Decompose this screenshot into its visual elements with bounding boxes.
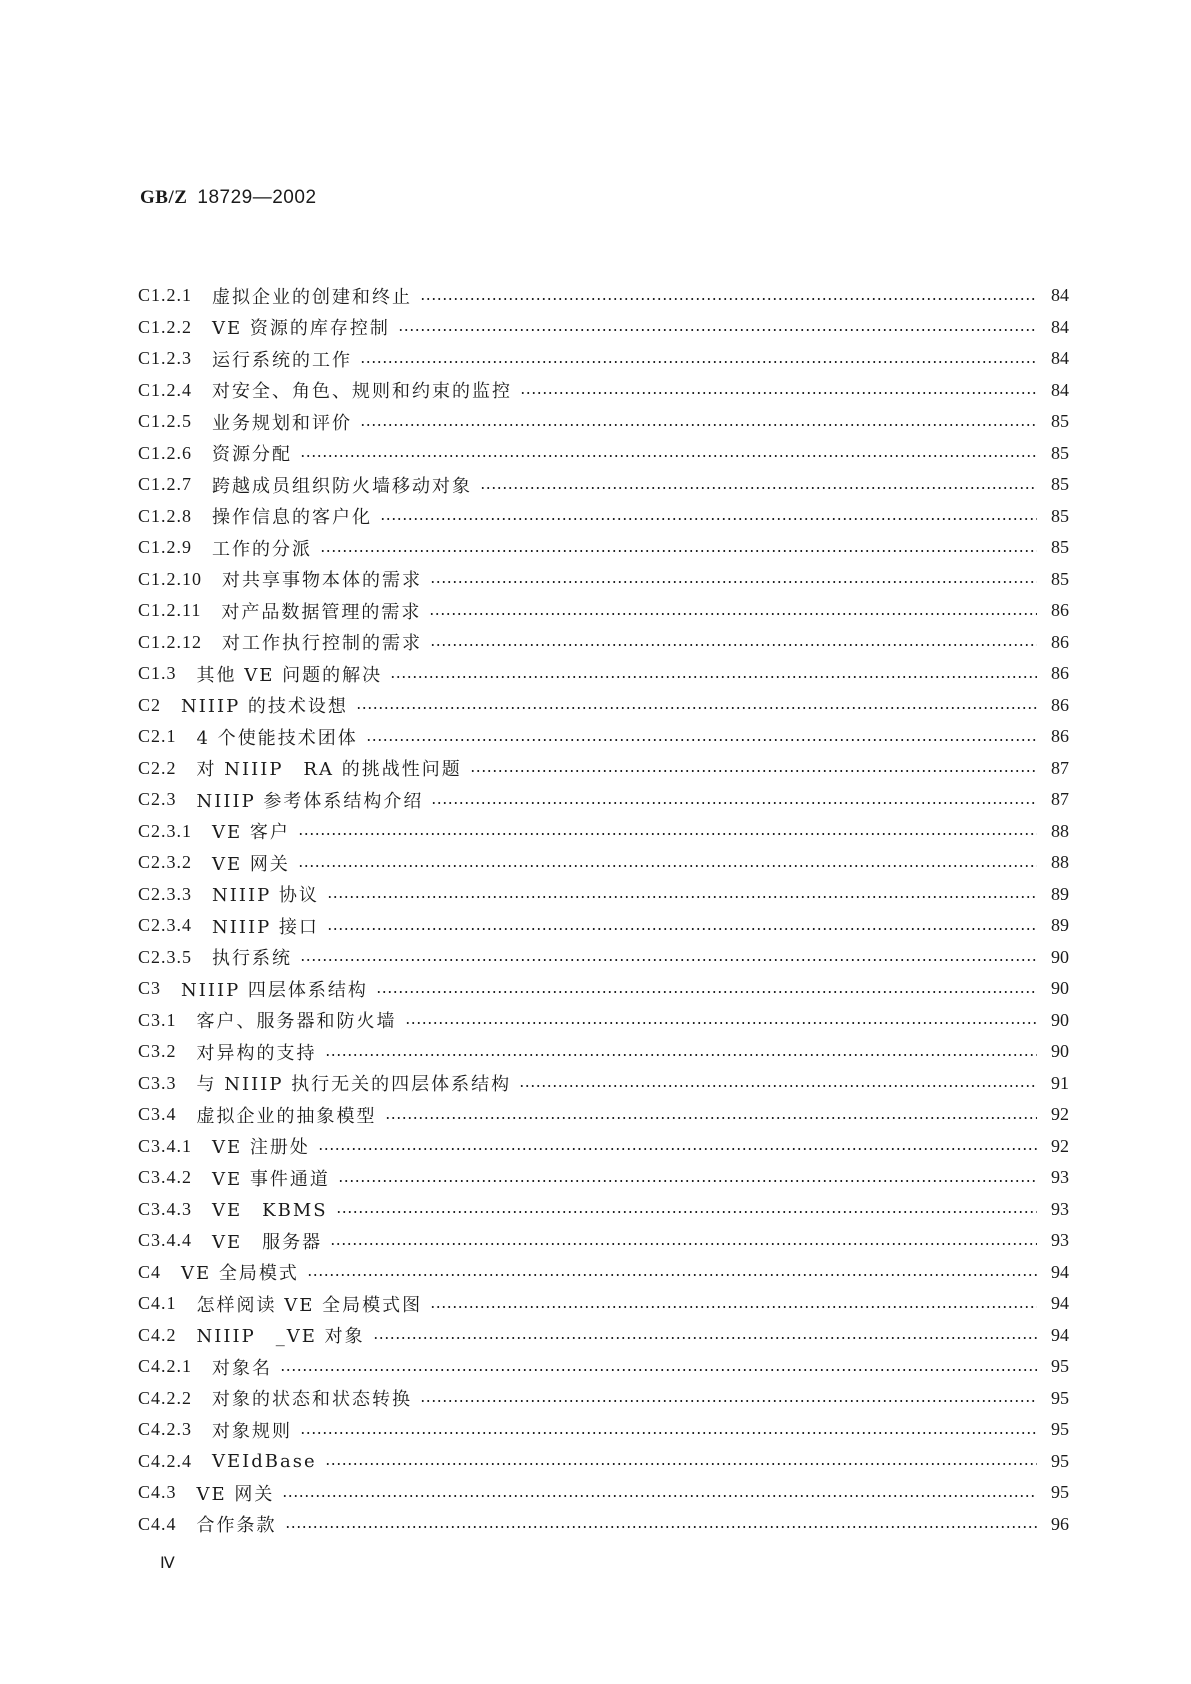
toc-entry-page: 91 bbox=[1051, 1072, 1069, 1093]
toc-entry-title: 虚拟企业的创建和终止 bbox=[212, 286, 413, 308]
toc-entry-number: C3.4.1 bbox=[138, 1135, 193, 1156]
toc-entry-number: C4 bbox=[138, 1261, 162, 1282]
toc-entry-page: 87 bbox=[1051, 789, 1069, 810]
toc-entry[interactable] bbox=[138, 1005, 1069, 1037]
toc-entry-title: NIIIP 参考体系结构介绍 bbox=[196, 790, 424, 812]
toc-entry-title: 工作的分派 bbox=[212, 538, 313, 560]
toc-entry[interactable] bbox=[138, 784, 1069, 816]
toc-entry-number: C1.2.4 bbox=[138, 379, 193, 400]
toc-entry[interactable] bbox=[138, 690, 1069, 722]
toc-entry-title: NIIIP 接口 bbox=[212, 916, 319, 938]
toc-entry-title: 其他 VE 问题的解决 bbox=[196, 664, 383, 686]
toc-entry-page: 86 bbox=[1051, 663, 1069, 684]
toc-dot-leader bbox=[356, 707, 1037, 709]
toc-entry-title: 业务规划和评价 bbox=[212, 412, 353, 434]
toc-dot-leader bbox=[300, 455, 1037, 457]
toc-entry[interactable] bbox=[138, 847, 1069, 879]
toc-entry-page: 93 bbox=[1051, 1167, 1069, 1188]
toc-entry-title: 对象名 bbox=[212, 1357, 273, 1379]
toc-entry-page: 86 bbox=[1051, 631, 1069, 652]
toc-entry-title: NIIIP 的技术设想 bbox=[181, 696, 348, 718]
toc-entry[interactable] bbox=[138, 1477, 1069, 1509]
toc-entry[interactable] bbox=[138, 942, 1069, 974]
toc-entry-page: 86 bbox=[1051, 600, 1069, 621]
toc-entry-page: 86 bbox=[1051, 726, 1069, 747]
toc-entry-title: 对产品数据管理的需求 bbox=[221, 601, 422, 623]
toc-entry-number: C1.2.9 bbox=[138, 537, 193, 558]
toc-dot-leader bbox=[360, 424, 1037, 426]
toc-entry-page: 94 bbox=[1051, 1293, 1069, 1314]
toc-entry[interactable] bbox=[138, 816, 1069, 848]
toc-entry-page: 90 bbox=[1051, 1009, 1069, 1030]
toc-dot-leader bbox=[360, 361, 1037, 363]
standard-code: GB/Z bbox=[140, 187, 188, 208]
toc-entry-title: 跨越成员组织防火墙移动对象 bbox=[212, 475, 473, 497]
toc-entry-title: VE 网关 bbox=[212, 853, 290, 875]
toc-entry[interactable] bbox=[138, 343, 1069, 375]
page-number: Ⅳ bbox=[160, 1555, 175, 1572]
toc-entry[interactable] bbox=[138, 627, 1069, 659]
toc-entry-page: 96 bbox=[1051, 1513, 1069, 1534]
toc-entry-title: VE 客户 bbox=[212, 822, 290, 844]
toc-entry-title: VE 全局模式 bbox=[181, 1263, 299, 1285]
toc-entry-number: C2.3 bbox=[138, 789, 177, 810]
toc-entry-page: 95 bbox=[1051, 1356, 1069, 1377]
toc-entry-title: VEIdBase bbox=[212, 1450, 317, 1472]
toc-entry-number: C1.2.5 bbox=[138, 411, 193, 432]
toc-entry[interactable] bbox=[138, 595, 1069, 627]
toc-dot-leader bbox=[520, 392, 1037, 394]
toc-entry-title: 对工作执行控制的需求 bbox=[222, 633, 423, 655]
toc-entry[interactable] bbox=[138, 1509, 1069, 1541]
toc-dot-leader bbox=[420, 298, 1037, 300]
toc-dot-leader bbox=[330, 1243, 1037, 1245]
toc-entry-number: C1.2.12 bbox=[138, 631, 203, 652]
toc-entry-number: C3.3 bbox=[138, 1072, 177, 1093]
toc-dot-leader bbox=[338, 1180, 1037, 1182]
toc-entry[interactable] bbox=[138, 532, 1069, 564]
toc-entry-number: C4.2.1 bbox=[138, 1356, 193, 1377]
toc-dot-leader bbox=[373, 1337, 1037, 1339]
toc-entry-title: 合作条款 bbox=[196, 1515, 277, 1537]
toc-dot-leader bbox=[430, 644, 1037, 646]
toc-entry-number: C2.1 bbox=[138, 726, 177, 747]
toc-entry-title: 怎样阅读 VE 全局模式图 bbox=[196, 1294, 423, 1316]
toc-dot-leader bbox=[300, 959, 1037, 961]
toc-dot-leader bbox=[376, 991, 1037, 993]
toc-entry-number: C1.2.3 bbox=[138, 348, 193, 369]
toc-entry-page: 95 bbox=[1051, 1419, 1069, 1440]
toc-entry-title: 对安全、角色、规则和约束的监控 bbox=[212, 381, 513, 403]
toc-dot-leader bbox=[398, 329, 1037, 331]
toc-dot-leader bbox=[325, 1054, 1037, 1056]
toc-entry-page: 85 bbox=[1051, 474, 1069, 495]
toc-entry-number: C1.2.10 bbox=[138, 568, 203, 589]
toc-dot-leader bbox=[429, 613, 1037, 615]
toc-dot-leader bbox=[307, 1274, 1037, 1276]
toc-entry-title: 与 NIIIP 执行无关的四层体系结构 bbox=[196, 1074, 512, 1096]
toc-entry[interactable] bbox=[138, 438, 1069, 470]
toc-entry-number: C4.2 bbox=[138, 1324, 177, 1345]
toc-entry-number: C2.3.4 bbox=[138, 915, 193, 936]
toc-entry-title: NIIIP 协议 bbox=[212, 885, 319, 907]
toc-entry-title: 对 NIIIP RA 的挑战性问题 bbox=[196, 759, 462, 781]
toc-dot-leader bbox=[366, 739, 1037, 741]
toc-entry[interactable] bbox=[138, 1099, 1069, 1131]
toc-entry-page: 85 bbox=[1051, 568, 1069, 589]
toc-entry-number: C1.2.7 bbox=[138, 474, 193, 495]
toc-entry-number: C4.2.2 bbox=[138, 1387, 193, 1408]
toc-entry-number: C2.2 bbox=[138, 757, 177, 778]
toc-entry-title: VE 资源的库存控制 bbox=[212, 318, 390, 340]
toc-dot-leader bbox=[298, 833, 1037, 835]
toc-dot-leader bbox=[385, 1117, 1037, 1119]
toc-entry-title: NIIIP _VE 对象 bbox=[196, 1326, 365, 1348]
toc-entry[interactable] bbox=[138, 1446, 1069, 1478]
toc-entry[interactable] bbox=[138, 1351, 1069, 1383]
toc-entry-title: 虚拟企业的抽象模型 bbox=[196, 1105, 377, 1127]
toc-entry-number: C3.4.2 bbox=[138, 1167, 193, 1188]
toc-dot-leader bbox=[285, 1526, 1037, 1528]
toc-entry[interactable] bbox=[138, 910, 1069, 942]
table-of-contents bbox=[138, 280, 1069, 1540]
toc-entry[interactable] bbox=[138, 753, 1069, 785]
toc-entry-page: 92 bbox=[1051, 1104, 1069, 1125]
toc-dot-leader bbox=[300, 1432, 1037, 1434]
toc-entry[interactable] bbox=[138, 973, 1069, 1005]
toc-entry-number: C4.2.3 bbox=[138, 1419, 193, 1440]
toc-entry-number: C2.3.2 bbox=[138, 852, 193, 873]
toc-entry-title: VE 注册处 bbox=[212, 1137, 310, 1159]
toc-entry[interactable] bbox=[138, 1131, 1069, 1163]
document-header bbox=[140, 186, 317, 209]
toc-entry-number: C1.2.1 bbox=[138, 285, 193, 306]
toc-entry-page: 92 bbox=[1051, 1135, 1069, 1156]
toc-entry-title: 运行系统的工作 bbox=[212, 349, 353, 371]
toc-dot-leader bbox=[519, 1085, 1037, 1087]
toc-entry-title: 客户、服务器和防火墙 bbox=[196, 1011, 397, 1033]
toc-entry-number: C1.2.6 bbox=[138, 442, 193, 463]
toc-entry-title: 资源分配 bbox=[212, 444, 293, 466]
toc-entry[interactable] bbox=[138, 1194, 1069, 1226]
toc-entry[interactable] bbox=[138, 375, 1069, 407]
toc-entry-page: 87 bbox=[1051, 757, 1069, 778]
toc-entry[interactable] bbox=[138, 658, 1069, 690]
toc-dot-leader bbox=[325, 1463, 1037, 1465]
toc-entry-title: 对共享事物本体的需求 bbox=[222, 570, 423, 592]
toc-dot-leader bbox=[280, 1369, 1037, 1371]
toc-dot-leader bbox=[431, 802, 1037, 804]
toc-entry[interactable] bbox=[138, 280, 1069, 312]
toc-dot-leader bbox=[318, 1148, 1037, 1150]
toc-entry-number: C2.3.3 bbox=[138, 883, 193, 904]
toc-entry-number: C1.2.2 bbox=[138, 316, 193, 337]
toc-entry-number: C3.4.4 bbox=[138, 1230, 193, 1251]
toc-dot-leader bbox=[298, 865, 1037, 867]
toc-entry-number: C4.2.4 bbox=[138, 1450, 193, 1471]
toc-entry[interactable] bbox=[138, 564, 1069, 596]
toc-entry-page: 90 bbox=[1051, 946, 1069, 967]
toc-entry-title: NIIIP 四层体系结构 bbox=[181, 979, 368, 1001]
toc-entry-number: C3.1 bbox=[138, 1009, 177, 1030]
toc-entry-page: 84 bbox=[1051, 348, 1069, 369]
toc-entry-title: VE 服务器 bbox=[212, 1231, 323, 1253]
toc-entry-page: 95 bbox=[1051, 1450, 1069, 1471]
toc-entry[interactable] bbox=[138, 1162, 1069, 1194]
toc-entry-title: 4 个使能技术团体 bbox=[196, 727, 358, 749]
standard-number: 18729—2002 bbox=[197, 187, 317, 208]
toc-entry-page: 85 bbox=[1051, 442, 1069, 463]
toc-entry-number: C1.2.11 bbox=[138, 600, 202, 621]
toc-entry-page: 84 bbox=[1051, 316, 1069, 337]
toc-dot-leader bbox=[320, 550, 1037, 552]
toc-entry[interactable] bbox=[138, 406, 1069, 438]
toc-entry-title: 执行系统 bbox=[212, 948, 293, 970]
toc-entry-number: C1.2.8 bbox=[138, 505, 193, 526]
toc-dot-leader bbox=[327, 896, 1037, 898]
toc-entry-title: VE 事件通道 bbox=[212, 1168, 330, 1190]
toc-entry-page: 94 bbox=[1051, 1261, 1069, 1282]
toc-entry-number: C3.4.3 bbox=[138, 1198, 193, 1219]
toc-dot-leader bbox=[420, 1400, 1037, 1402]
toc-entry-page: 93 bbox=[1051, 1198, 1069, 1219]
toc-entry[interactable] bbox=[138, 501, 1069, 533]
toc-entry-title: 对象规则 bbox=[212, 1420, 293, 1442]
toc-entry-page: 88 bbox=[1051, 852, 1069, 873]
toc-entry-page: 88 bbox=[1051, 820, 1069, 841]
toc-entry-number: C4.4 bbox=[138, 1513, 177, 1534]
toc-entry-number: C4.1 bbox=[138, 1293, 177, 1314]
toc-entry-page: 85 bbox=[1051, 505, 1069, 526]
toc-dot-leader bbox=[380, 518, 1037, 520]
toc-entry-page: 85 bbox=[1051, 411, 1069, 432]
toc-entry-number: C4.3 bbox=[138, 1482, 177, 1503]
toc-entry-number: C1.3 bbox=[138, 663, 177, 684]
toc-entry[interactable] bbox=[138, 1383, 1069, 1415]
toc-entry-page: 84 bbox=[1051, 379, 1069, 400]
toc-entry-page: 89 bbox=[1051, 915, 1069, 936]
toc-entry[interactable] bbox=[138, 1225, 1069, 1257]
toc-entry-number: C2 bbox=[138, 694, 162, 715]
toc-dot-leader bbox=[480, 487, 1037, 489]
toc-entry-page: 95 bbox=[1051, 1387, 1069, 1408]
toc-entry[interactable] bbox=[138, 1036, 1069, 1068]
toc-dot-leader bbox=[390, 676, 1037, 678]
toc-entry[interactable] bbox=[138, 1320, 1069, 1352]
toc-entry[interactable] bbox=[138, 1288, 1069, 1320]
toc-entry[interactable] bbox=[138, 312, 1069, 344]
toc-entry-number: C3 bbox=[138, 978, 162, 999]
toc-entry-page: 85 bbox=[1051, 537, 1069, 558]
toc-dot-leader bbox=[282, 1495, 1037, 1497]
toc-dot-leader bbox=[336, 1211, 1037, 1213]
toc-entry[interactable] bbox=[138, 721, 1069, 753]
toc-entry-number: C3.2 bbox=[138, 1041, 177, 1062]
toc-dot-leader bbox=[430, 581, 1037, 583]
toc-entry-page: 84 bbox=[1051, 285, 1069, 306]
toc-entry-title: VE KBMS bbox=[212, 1200, 328, 1222]
toc-entry[interactable] bbox=[138, 1414, 1069, 1446]
toc-dot-leader bbox=[430, 1306, 1037, 1308]
toc-entry[interactable] bbox=[138, 879, 1069, 911]
toc-entry-title: 对象的状态和状态转换 bbox=[212, 1389, 413, 1411]
toc-entry-title: 对异构的支持 bbox=[196, 1042, 317, 1064]
toc-entry-number: C3.4 bbox=[138, 1104, 177, 1125]
toc-entry-title: 操作信息的客户化 bbox=[212, 507, 373, 529]
toc-entry-page: 89 bbox=[1051, 883, 1069, 904]
toc-dot-leader bbox=[405, 1022, 1037, 1024]
toc-entry-page: 90 bbox=[1051, 1041, 1069, 1062]
toc-entry-page: 95 bbox=[1051, 1482, 1069, 1503]
toc-dot-leader bbox=[327, 928, 1037, 930]
toc-entry-page: 90 bbox=[1051, 978, 1069, 999]
toc-entry-title: VE 网关 bbox=[196, 1483, 275, 1505]
toc-entry[interactable] bbox=[138, 469, 1069, 501]
toc-entry-page: 94 bbox=[1051, 1324, 1069, 1345]
toc-entry-page: 93 bbox=[1051, 1230, 1069, 1251]
toc-dot-leader bbox=[470, 770, 1037, 772]
toc-entry[interactable] bbox=[138, 1068, 1069, 1100]
toc-entry-number: C2.3.1 bbox=[138, 820, 193, 841]
toc-entry[interactable] bbox=[138, 1257, 1069, 1289]
toc-entry-number: C2.3.5 bbox=[138, 946, 193, 967]
toc-entry-page: 86 bbox=[1051, 694, 1069, 715]
